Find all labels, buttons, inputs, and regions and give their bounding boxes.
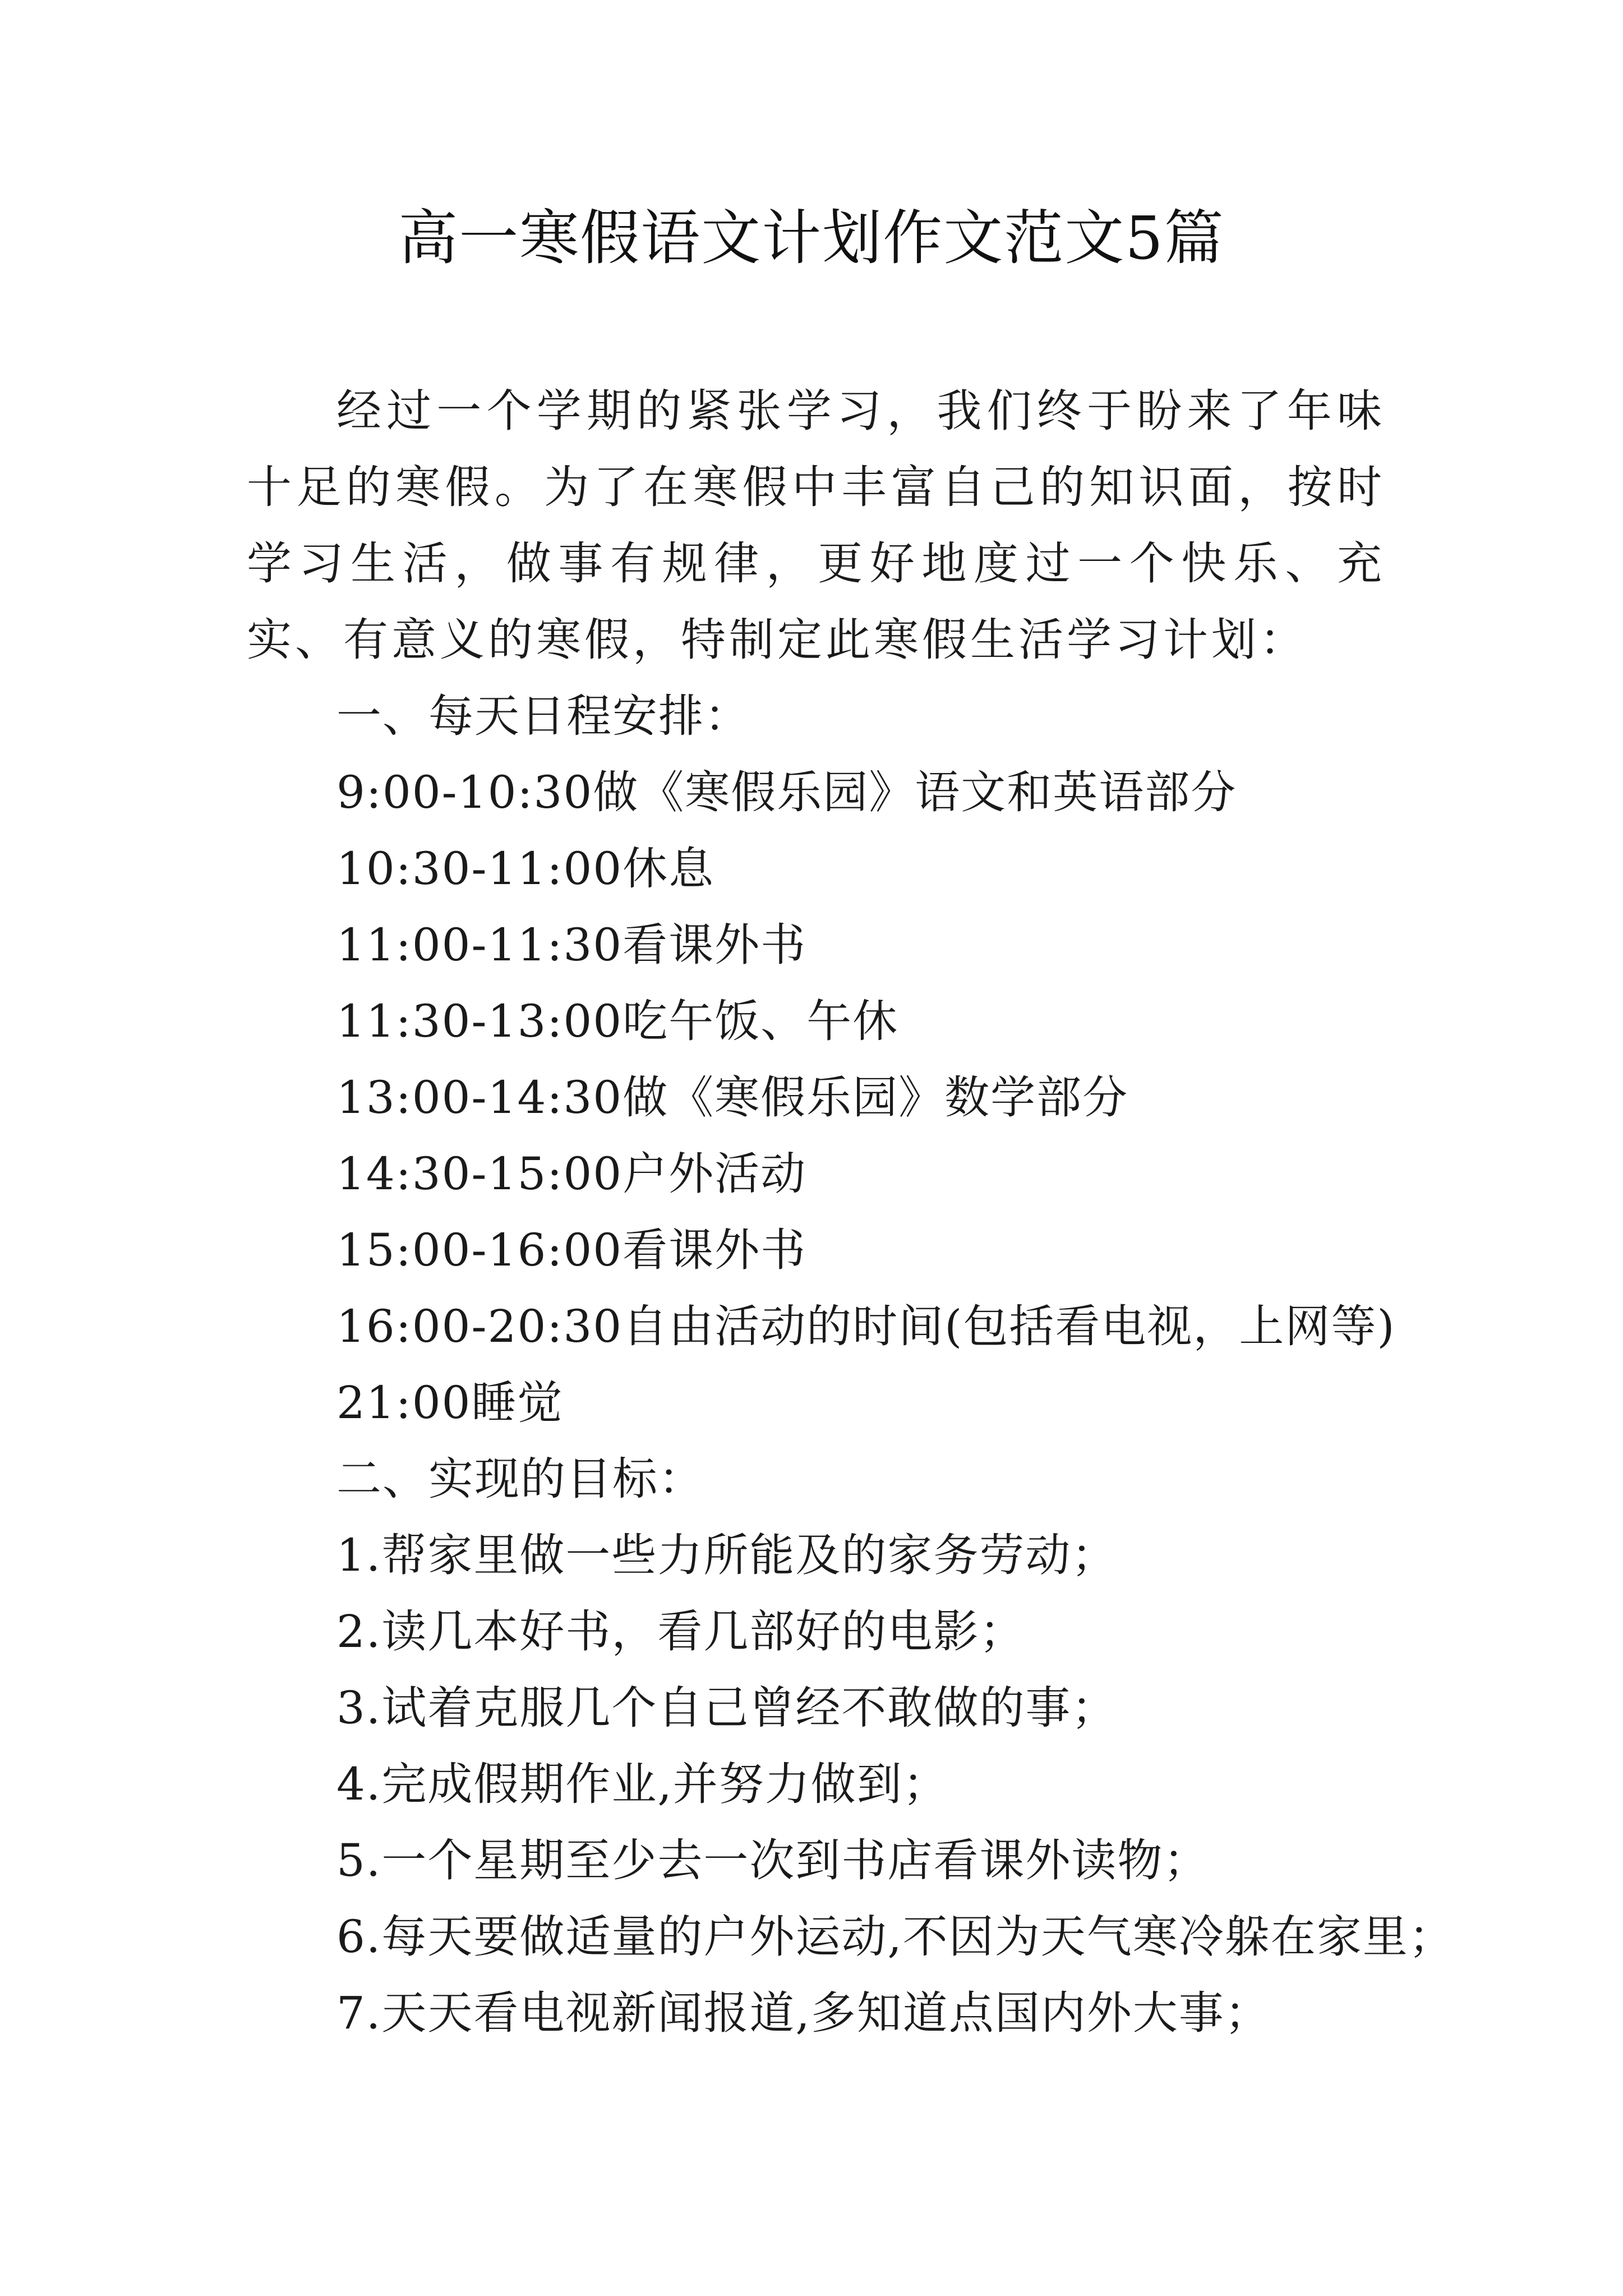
line-goal-item: 2.读几本好书，看几部好的电影； bbox=[336, 1605, 1026, 1658]
line-schedule-item: 11:30-13:00吃午饭、午休 bbox=[336, 995, 899, 1047]
line-goal-item: 6.每天要做适量的户外运动,不因为天气寒冷躲在家里； bbox=[336, 1911, 1455, 1963]
line-schedule-item: 16:00-20:30自由活动的时间(包括看电视，上网等) bbox=[336, 1300, 1396, 1352]
line-schedule-item: 21:00睡觉 bbox=[336, 1377, 564, 1429]
line-schedule-item: 10:30-11:00休息 bbox=[336, 843, 715, 895]
intro-paragraph: 经过一个学期的紧张学习，我们终于盼来了年味十足的寒假。为了在寒假中丰富自己的知识面，按时学习生活，做事有规律，更好地度过一个快乐、充实、有意义的寒假，特制定此寒假生活学习计划： bbox=[247, 385, 1385, 666]
document-body bbox=[247, 373, 1455, 2051]
plan-lines bbox=[247, 678, 1455, 2051]
line-goal-item: 5.一个星期至少去一次到书店看课外读物； bbox=[336, 1834, 1210, 1887]
line-schedule-item: 9:00-10:30做《寒假乐园》语文和英语部分 bbox=[336, 766, 1237, 818]
line-goal-item: 4.完成假期作业,并努力做到； bbox=[336, 1758, 949, 1810]
line-schedule-heading: 一、每天日程安排： bbox=[336, 690, 750, 742]
line-schedule-item: 14:30-15:00户外活动 bbox=[336, 1148, 807, 1200]
line-schedule-item: 15:00-16:00看课外书 bbox=[336, 1224, 807, 1276]
document-title: 高一寒假语文计划作文范文5篇 bbox=[398, 204, 1225, 273]
line-schedule-item: 11:00-11:30看课外书 bbox=[336, 919, 807, 971]
line-goal-item: 3.试着克服几个自己曾经不敢做的事； bbox=[336, 1682, 1118, 1734]
line-goal-item: 7.天天看电视新闻报道,多知道点国内外大事； bbox=[336, 1987, 1271, 2039]
line-schedule-item: 13:00-14:30做《寒假乐园》数学部分 bbox=[336, 1071, 1129, 1124]
line-goal-item: 1.帮家里做一些力所能及的家务劳动； bbox=[336, 1529, 1118, 1581]
line-goals-heading: 二、实现的目标： bbox=[336, 1453, 704, 1505]
